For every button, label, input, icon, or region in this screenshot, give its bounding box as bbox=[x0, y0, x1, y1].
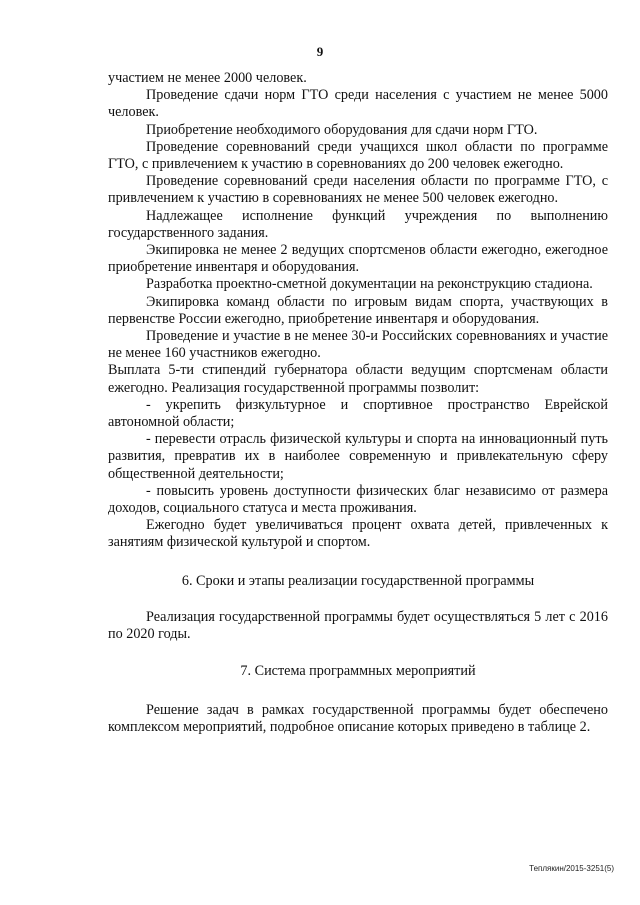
paragraph: Экипировка не менее 2 ведущих спортсменов области ежегодно, ежегодное приобретение инвентаря и оборудования. bbox=[108, 242, 608, 276]
list-item: - повысить уровень доступности физических благ независимо от размера доходов, социального статуса и места проживания. bbox=[108, 482, 608, 517]
section-heading-7: 7. Система программных мероприятий bbox=[240, 663, 476, 680]
section-7-paragraph: Решение задач в рамках государственной программы будет обеспечено комплексом мероприятий, подробное описание которых приведено в таблице 2. bbox=[108, 701, 608, 735]
paragraph: участием не менее 2000 человек. bbox=[108, 70, 307, 86]
page-number: 9 bbox=[316, 44, 324, 59]
paragraph: Ежегодно будет увеличиваться процент охвата детей, привлеченных к занятиям физической культурой и спортом. bbox=[108, 517, 608, 551]
paragraph: Проведение и участие в не менее 30-и Российских соревнованиях и участие не менее 160 участников ежегодно. bbox=[108, 328, 608, 362]
list-item: - перевести отрасль физической культуры и спорта на инновационный путь развития, превратив их в наиболее современную и привлекательную сферу общественной деятельности; bbox=[108, 431, 608, 482]
paragraph: Выплата 5-ти стипендий губернатора области ведущим спортсменам области ежегодно. Реализация государственной программы позволит: bbox=[108, 362, 608, 396]
paragraph: Проведение соревнований среди населения области по программе ГТО, с привлечением к участию в соревнованиях не менее 500 человек ежегодно. bbox=[108, 173, 608, 207]
list-item: - укрепить физкультурное и спортивное пространство Еврейской автономной области; bbox=[108, 396, 608, 431]
body-text bbox=[108, 70, 608, 736]
paragraph: Разработка проектно-сметной документации на реконструкцию стадиона. bbox=[146, 276, 593, 293]
paragraph: Экипировка команд области по игровым видам спорта, участвующих в первенстве России ежегодно, приобретение инвентаря и оборудования. bbox=[108, 293, 608, 327]
paragraph: Приобретение необходимого оборудования для сдачи норм ГТО. bbox=[146, 121, 538, 138]
paragraph: Проведение соревнований среди учащихся школ области по программе ГТО, с привлечением к участию в соревнованиях до 200 человек ежегодно. bbox=[108, 138, 608, 173]
section-heading-6: 6. Сроки и этапы реализации государственной программы bbox=[181, 572, 535, 589]
section-6-paragraph: Реализация государственной программы будет осуществляться 5 лет с 2016 по 2020 годы. bbox=[108, 608, 608, 643]
document-code: Теплякин/2015-3251(5) bbox=[529, 864, 614, 873]
paragraph: Проведение сдачи норм ГТО среди населения с участием не менее 5000 человек. bbox=[108, 87, 608, 121]
paragraph: Надлежащее исполнение функций учреждения по выполнению государственного задания. bbox=[108, 207, 608, 241]
